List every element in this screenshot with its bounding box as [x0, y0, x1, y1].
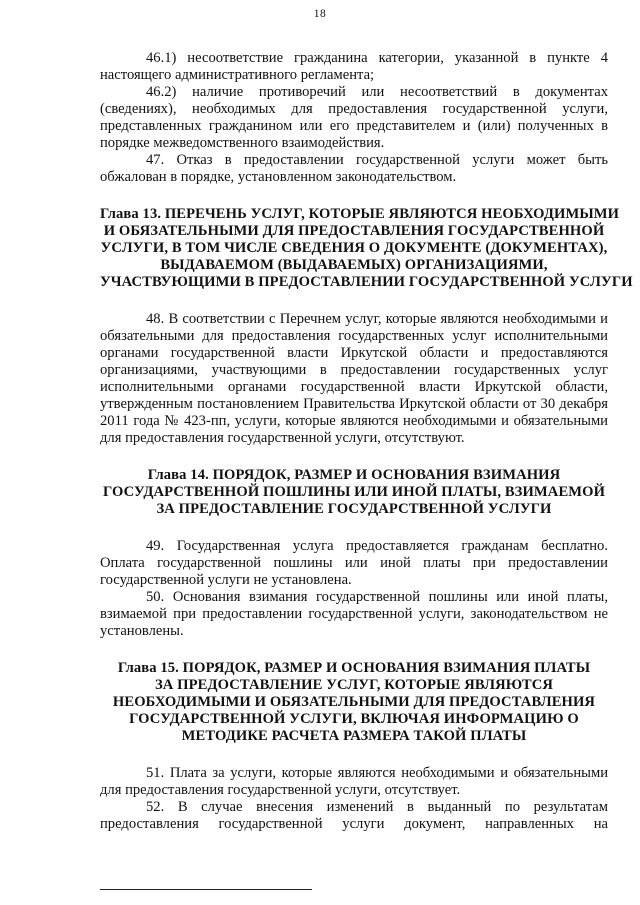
paragraph-51: 51. Плата за услуги, которые являются необходимыми и обязательными для предоставления государственной услуги, отсутствует. — [100, 765, 608, 798]
chapter-15-heading-line: ЗА ПРЕДОСТАВЛЕНИЕ УСЛУГ, КОТОРЫЕ ЯВЛЯЮТСЯ — [154, 677, 554, 693]
paragraph-48: 48. В соответствии с Перечнем услуг, которые являются необходимыми и обязательными для предоставления государственных услуг исполнительными органами государственной власти Иркутской области и предоставляются организациями, участвующими в предоставлении государственных услуг исполнительными органами государственной власти Иркутской области, утвержденным постановлением Правительства Иркутской области от 30 декабря 2011 года № 423-пп, услуги, которые являются необходимыми и обязательными для предоставления государственной услуги, отсутствуют. — [100, 311, 608, 446]
paragraph-46-2: 46.2) наличие противоречий или несоответствий в документах (сведениях), необходимых для предоставления государственной услуги, представленных гражданином или его представителем и (или) полученных в порядке межведомственного взаимодействия. — [100, 84, 608, 151]
document-body — [100, 50, 633, 833]
chapter-15-heading — [100, 660, 608, 745]
chapter-14-heading-line: Глава 14. ПОРЯДОК, РАЗМЕР И ОСНОВАНИЯ ВЗИМАНИЯ — [147, 467, 561, 483]
spacer — [100, 518, 608, 538]
spacer — [100, 186, 608, 206]
chapter-14-heading — [100, 467, 608, 518]
chapter-15-heading-line: НЕОБХОДИМЫМИ И ОБЯЗАТЕЛЬНЫМИ ДЛЯ ПРЕДОСТАВЛЕНИЯ — [112, 694, 596, 710]
chapter-13-heading-line: УЧАСТВУЮЩИМИ В ПРЕДОСТАВЛЕНИИ ГОСУДАРСТВЕННОЙ УСЛУГИ — [100, 274, 633, 290]
chapter-13-heading-line: Глава 13. ПЕРЕЧЕНЬ УСЛУГ, КОТОРЫЕ ЯВЛЯЮТСЯ НЕОБХОДИМЫМИ — [100, 206, 620, 222]
paragraph-52: 52. В случае внесения изменений в выданный по результатам предоставления государственной услуги документ, направленных на — [100, 799, 608, 832]
chapter-13-heading-line: И ОБЯЗАТЕЛЬНЫМИ ДЛЯ ПРЕДОСТАВЛЕНИЯ ГОСУДАРСТВЕННОЙ — [103, 223, 605, 239]
spacer — [100, 447, 608, 467]
spacer — [100, 291, 608, 311]
spacer — [100, 640, 608, 660]
chapter-15-heading-line: ГОСУДАРСТВЕННОЙ УСЛУГИ, ВКЛЮЧАЯ ИНФОРМАЦИЮ О — [129, 711, 579, 727]
page-number: 18 — [313, 8, 327, 20]
paragraph-46-1: 46.1) несоответствие гражданина категории, указанной в пункте 4 настоящего административного регламента; — [100, 50, 608, 83]
chapter-13-heading-line: ВЫДАВАЕМОМ (ВЫДАВАЕМЫХ) ОРГАНИЗАЦИЯМИ, — [160, 257, 548, 273]
paragraph-50: 50. Основания взимания государственной пошлины или иной платы, взимаемой при предоставлении государственной услуги, законодательством не установлены. — [100, 589, 608, 639]
chapter-14-heading-line: ЗА ПРЕДОСТАВЛЕНИЕ ГОСУДАРСТВЕННОЙ УСЛУГИ — [156, 501, 552, 517]
paragraph-47: 47. Отказ в предоставлении государственной услуги может быть обжалован в порядке, установленном законодательством. — [100, 152, 608, 185]
chapter-13-heading — [100, 206, 633, 291]
chapter-14-heading-line: ГОСУДАРСТВЕННОЙ ПОШЛИНЫ ИЛИ ИНОЙ ПЛАТЫ, ВЗИМАЕМОЙ — [102, 484, 606, 500]
paragraph-49: 49. Государственная услуга предоставляется гражданам бесплатно. Оплата государственной пошлины или иной платы при предоставлении государственной услуги не установлена. — [100, 538, 608, 588]
chapter-15-heading-line: МЕТОДИКЕ РАСЧЕТА РАЗМЕРА ТАКОЙ ПЛАТЫ — [181, 728, 527, 744]
footnote-divider — [100, 889, 312, 890]
chapter-13-heading-line: УСЛУГИ, В ТОМ ЧИСЛЕ СВЕДЕНИЯ О ДОКУМЕНТЕ (ДОКУМЕНТАХ), — [100, 240, 608, 256]
chapter-15-heading-line: Глава 15. ПОРЯДОК, РАЗМЕР И ОСНОВАНИЯ ВЗИМАНИЯ ПЛАТЫ — [117, 660, 591, 676]
spacer — [100, 745, 608, 765]
